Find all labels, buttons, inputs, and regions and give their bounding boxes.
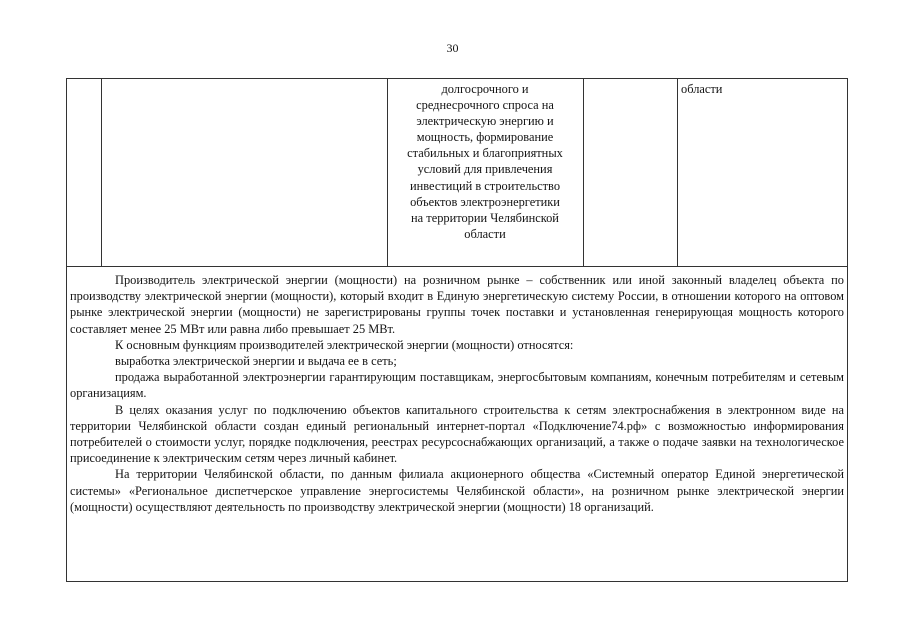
purpose-line: на территории Челябинской (411, 210, 559, 225)
purpose-line: инвестиций в строительство (409, 178, 561, 193)
paragraph-portal: В целях оказания услуг по подключению объектов капитального строительства к сетям электроснабжения в электронном виде на территории Челябинской области создан единый региональный интернет-портал «Подключение74.рф» с возможностью информирования потребителей о стоимости услуг, порядке подключения, реестрах ресурсоснабжающих организаций, а также о подаче заявки на технологическое присоединение к электрическим сетям через личный кабинет. (70, 402, 844, 466)
table-continuation-row (66, 78, 848, 266)
purpose-line: долгосрочного и (441, 82, 529, 96)
purpose-cell (389, 81, 581, 242)
purpose-line: условий для привлечения (417, 162, 553, 177)
text-block (66, 266, 848, 582)
purpose-line: объектов электроэнергетики (410, 194, 560, 209)
column-divider-3 (583, 79, 584, 266)
executor-cell: области (681, 82, 723, 96)
paragraph-organizations: На территории Челябинской области, по данным филиала акционерного общества «Системный оператор Единой энергетической системы» «Региональное диспетчерское управление энергосистемы Челябинской области», на розничном рынке электрической энергии (мощности) осуществляют деятельность по производству электрической энергии (мощности) 18 организаций. (70, 467, 844, 514)
column-divider-1 (101, 79, 102, 266)
purpose-line: среднесрочного спроса на (416, 98, 554, 113)
paragraph-function-sales: продажа выработанной электроэнергии гарантирующим поставщикам, энергосбытовым компаниям, конечным потребителям и сетевым организациям. (70, 370, 844, 401)
paragraph-functions-intro: К основным функциям производителей электрической энергии (мощности) относятся: (115, 337, 574, 352)
paragraph-function-generation: выработка электрической энергии и выдача ее в сеть; (115, 354, 397, 369)
purpose-line: мощность, формирование (416, 130, 554, 145)
purpose-line: стабильных и благоприятных (407, 146, 563, 161)
purpose-line: электрическую энергию и (416, 114, 554, 129)
paragraph-definition: Производитель электрической энергии (мощности) на розничном рынке – собственник или иной законный владелец объекта по производству электрической энергии (мощности), который входит в Единую энергетическую систему России, в отношении которого на оптовом рынке электрической энергии (мощности) не зарегистрированы группы точек поставки и установленная генерирующая мощность которого составляет менее 25 МВт или равна либо превышает 25 МВт. (70, 273, 844, 336)
column-divider-2 (387, 79, 388, 266)
purpose-line: области (464, 226, 506, 241)
page-number: 30 (446, 41, 459, 55)
column-divider-4 (677, 79, 678, 266)
